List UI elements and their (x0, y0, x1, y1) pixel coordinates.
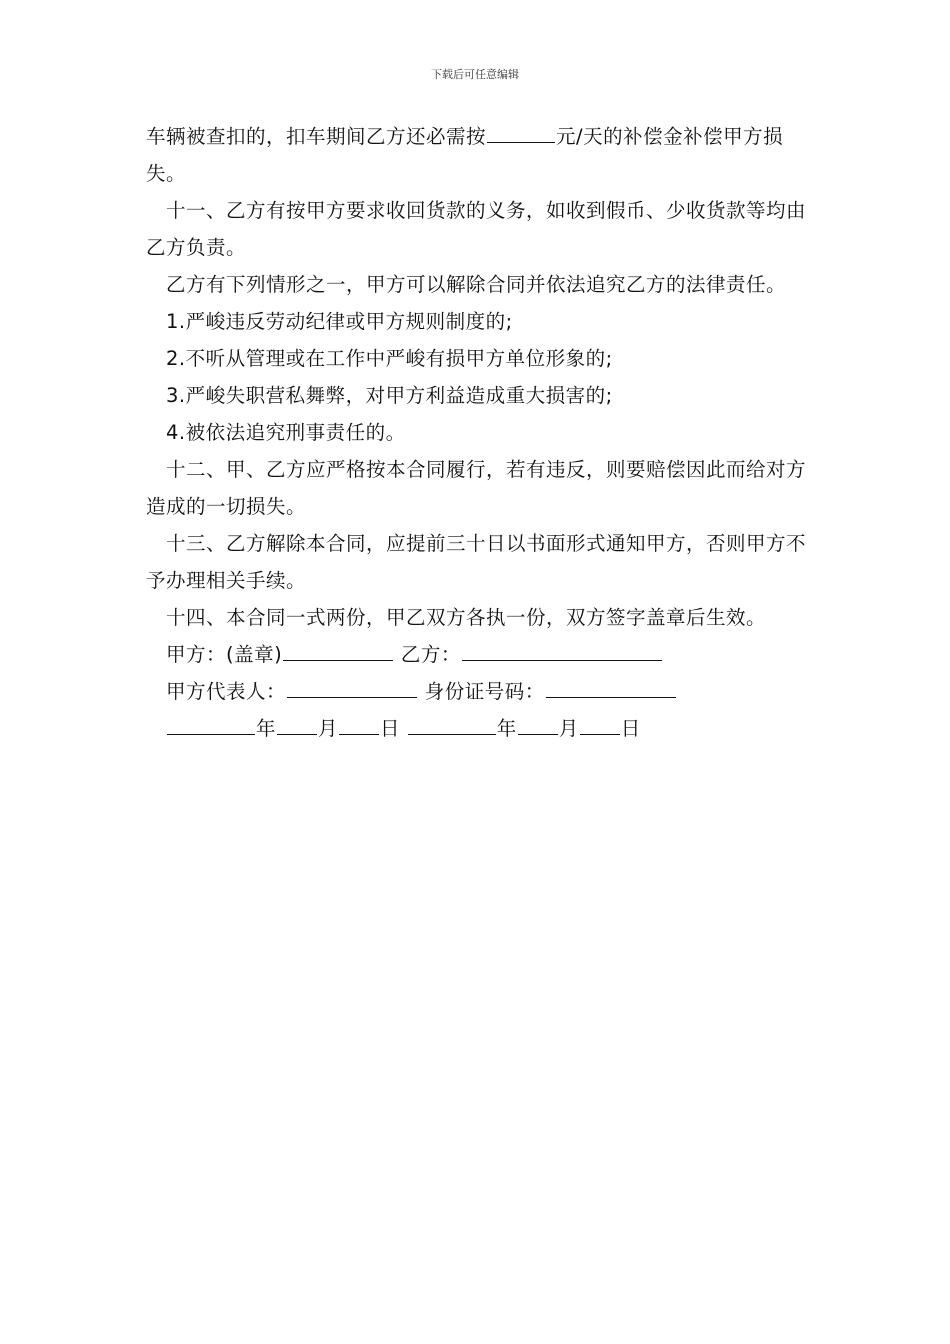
paragraph-clause-13: 十三、乙方解除本合同，应提前三十日以书面形式通知甲方，否则甲方不予办理相关手续。 (146, 532, 807, 592)
id-label: 身份证号码： (424, 680, 545, 703)
signature-rep-line (146, 673, 806, 710)
paragraph-termination: 乙方有下列情形之一，甲方可以解除合同并依法追究乙方的法律责任。 (166, 273, 787, 296)
paragraph-text: 元/天的补偿金补偿甲方损失。 (146, 125, 784, 185)
year-label-a: 年 (256, 717, 277, 740)
year-blank-b (408, 715, 496, 736)
paragraph-clause-11: 十一、乙方有按甲方要求收回货款的义务，如收到假币、少收货款等均由乙方负责。 (146, 199, 807, 259)
contract-body (146, 118, 806, 747)
blank-line (487, 123, 555, 144)
day-blank-a (339, 715, 379, 736)
party-b-label: 乙方： (400, 643, 461, 666)
paragraph-clause-12: 十二、甲、乙方应严格按本合同履行，若有违反，则要赔偿因此而给对方造成的一切损失。 (146, 458, 807, 518)
month-blank-b (518, 715, 558, 736)
day-label-a: 日 (380, 717, 401, 740)
paragraph-clause-14: 十四、本合同一式两份，甲乙双方各执一份，双方签字盖章后生效。 (166, 606, 767, 629)
rep-blank (287, 678, 417, 699)
list-item-1: 1.严峻违反劳动纪律或甲方规则制度的; (166, 310, 513, 333)
party-b-blank (462, 641, 662, 662)
page-header: 下载后可任意编辑 (431, 68, 519, 81)
paragraph-text: 车辆被查扣的，扣车期间乙方还必需按 (146, 125, 487, 148)
signature-date-line (146, 710, 806, 747)
list-item-2: 2.不听从管理或在工作中严峻有损甲方单位形象的; (166, 347, 613, 370)
signature-party-line (146, 636, 806, 673)
id-blank (546, 678, 676, 699)
day-label-b: 日 (620, 717, 641, 740)
party-a-blank (283, 641, 393, 662)
year-label-b: 年 (496, 717, 517, 740)
list-item-4: 4.被依法追究刑事责任的。 (166, 421, 406, 444)
list-item-3: 3.严峻失职营私舞弊，对甲方利益造成重大损害的; (166, 384, 613, 407)
paragraph-compensation (146, 118, 806, 192)
month-blank-a (277, 715, 317, 736)
rep-label: 甲方代表人： (166, 680, 287, 703)
day-blank-b (580, 715, 620, 736)
month-label-b: 月 (558, 717, 579, 740)
year-blank-a (167, 715, 255, 736)
party-a-label: 甲方：(盖章) (166, 643, 283, 666)
month-label-a: 月 (318, 717, 339, 740)
